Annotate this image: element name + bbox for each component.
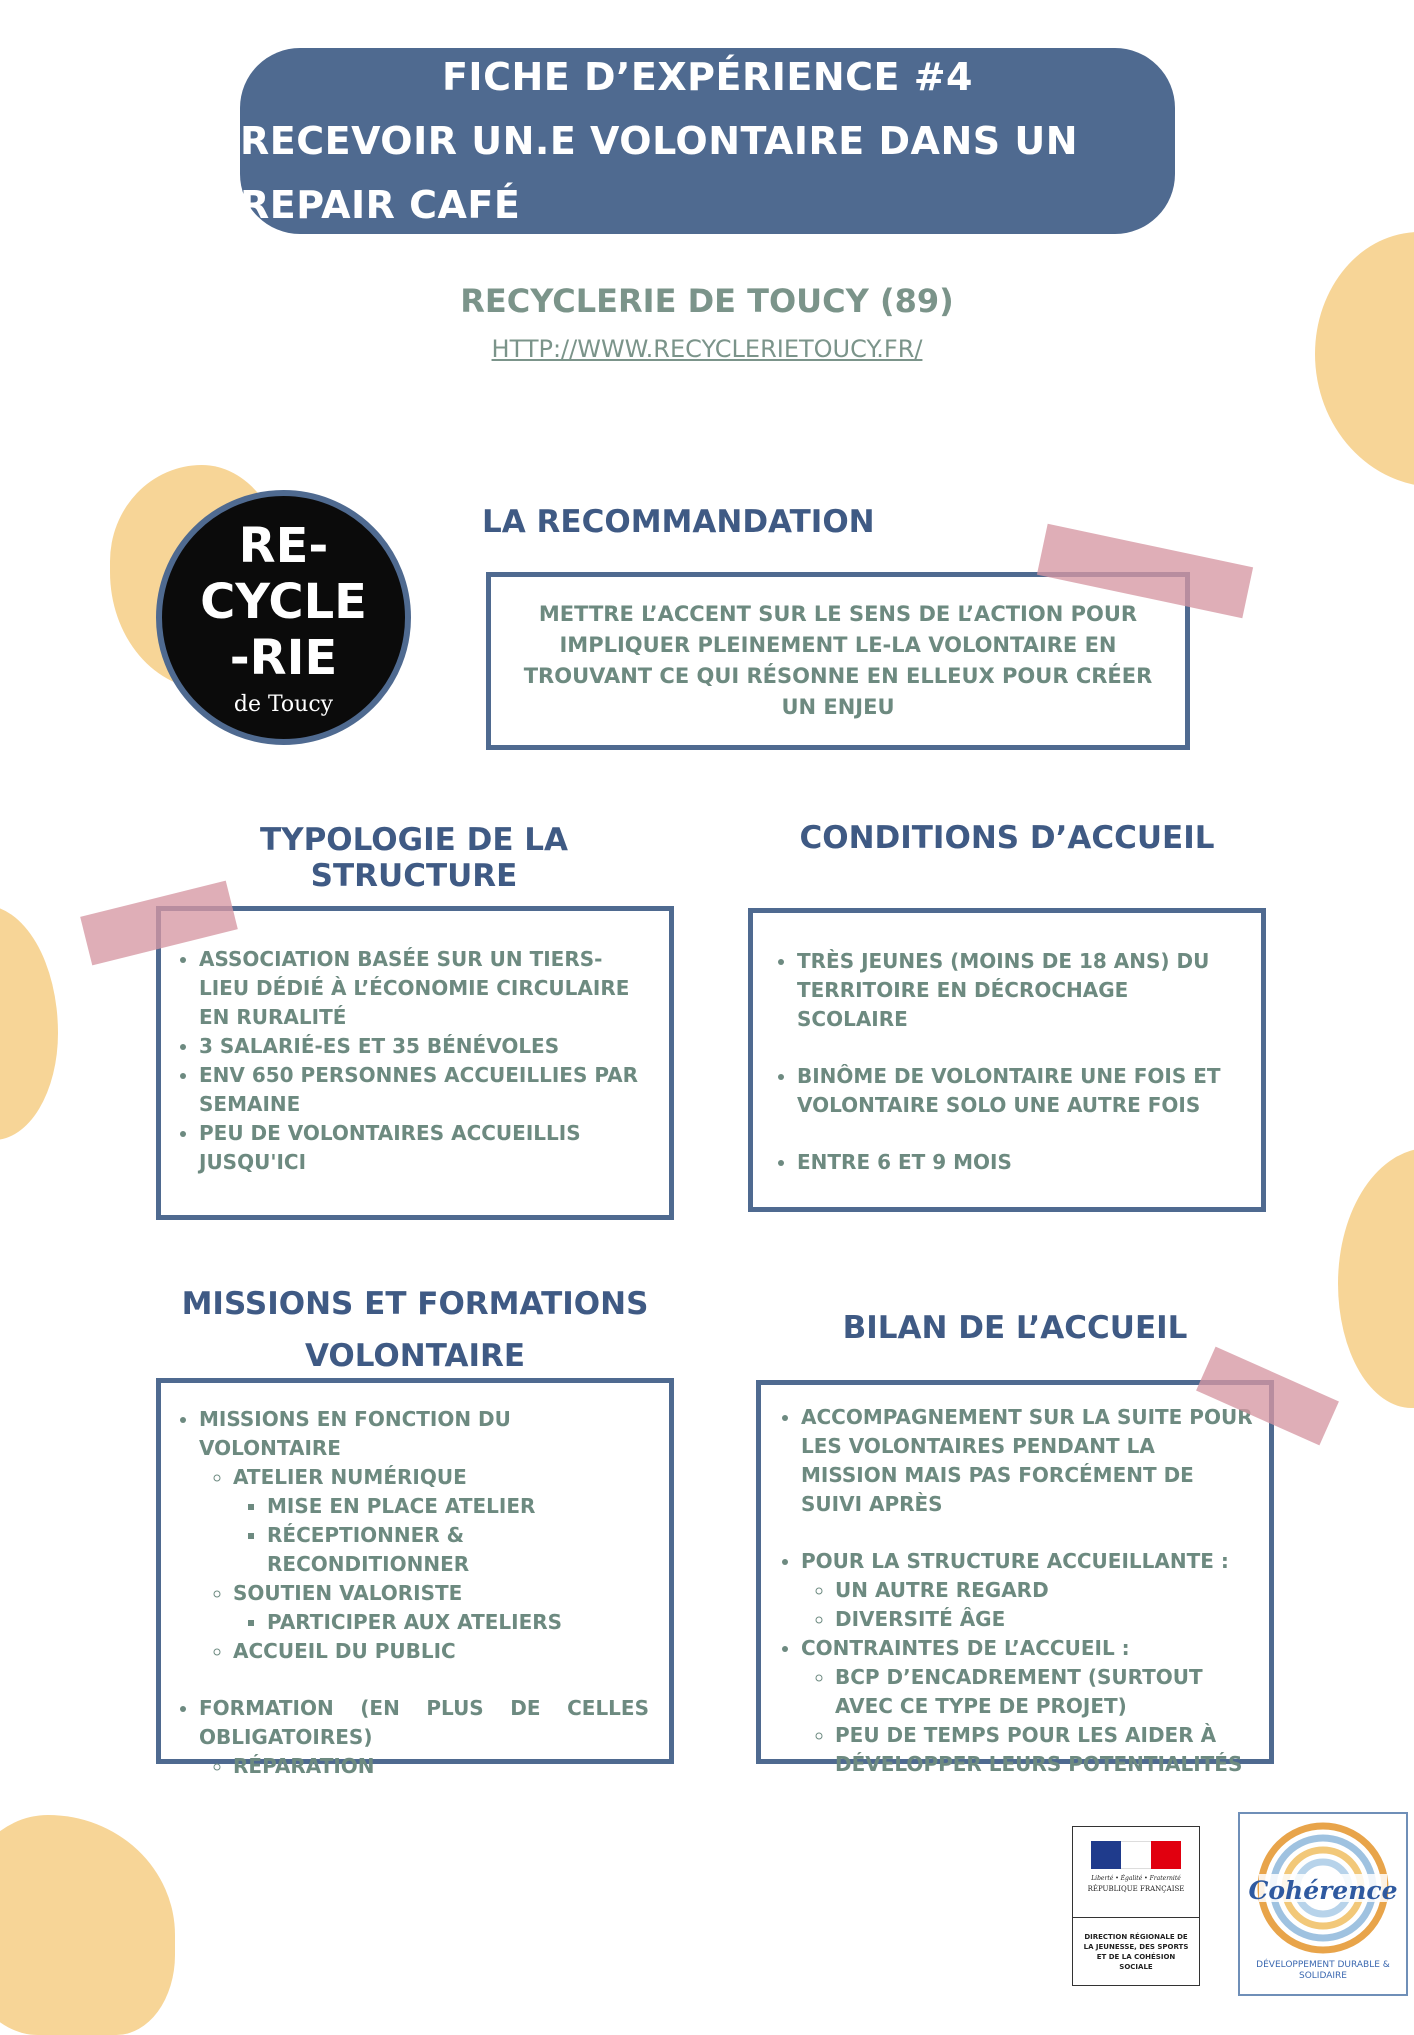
gov-motto: Liberté • Égalité • Fraternité bbox=[1091, 1875, 1181, 1882]
gov-department: DIRECTION RÉGIONALE DE LA JEUNESSE, DES SPORTS ET DE LA COHÉSION SOCIALE bbox=[1083, 1932, 1189, 1971]
organization-name: RECYCLERIE DE TOUCY (89) bbox=[460, 282, 954, 320]
missions-item-label: MISSIONS EN FONCTION DU VOLONTAIRE bbox=[199, 1407, 511, 1460]
list-item: • ACCOMPAGNEMENT SUR LA SUITE POUR LES VOLONTAIRES PENDANT LA MISSION MAIS PAS FORCÉMENT DE SUIVI APRÈS bbox=[801, 1403, 1255, 1519]
missions-list bbox=[171, 1405, 649, 1781]
coherence-name: Cohérence bbox=[1248, 1876, 1398, 1905]
missions-box bbox=[156, 1378, 674, 1778]
missions-sub-label: SOUTIEN VALORISTE bbox=[233, 1581, 463, 1605]
list-item: • ENV 650 PERSONNES ACCUEILLIES PAR SEMAINE bbox=[199, 1061, 641, 1119]
list-item bbox=[233, 1463, 649, 1579]
list-item: • ENTRE 6 ET 9 MOIS bbox=[797, 1148, 1233, 1177]
recommandation-box bbox=[486, 572, 1190, 750]
header-title-line1: FICHE D’EXPÉRIENCE #4 bbox=[441, 55, 974, 99]
list-item bbox=[199, 1694, 649, 1781]
recyclerie-logo bbox=[156, 490, 411, 745]
typologie-list bbox=[171, 945, 641, 1177]
list-item: • PEU DE VOLONTAIRES ACCUEILLIS JUSQU'ICI bbox=[199, 1119, 641, 1177]
list-item: • BINÔME DE VOLONTAIRE UNE FOIS ET VOLONTAIRE SOLO UNE AUTRE FOIS bbox=[797, 1062, 1233, 1120]
typologie-title: TYPOLOGIE DE LA STRUCTURE bbox=[259, 822, 569, 894]
list-item: ◦ ACCUEIL DU PUBLIC bbox=[233, 1637, 649, 1666]
coherence-subtitle: DÉVELOPPEMENT DURABLE & SOLIDAIRE bbox=[1256, 1960, 1390, 1981]
logo-subtitle: de Toucy bbox=[233, 692, 334, 717]
list-item: ◦ PEU DE TEMPS POUR LES AIDER À DÉVELOPPER LEURS POTENTIALITÉS bbox=[835, 1721, 1255, 1779]
bilan-list bbox=[773, 1403, 1255, 1779]
bilan-box bbox=[756, 1380, 1274, 1776]
list-item: ◦ BCP D’ENCADREMENT (SURTOUT AVEC CE TYPE DE PROJET) bbox=[835, 1663, 1255, 1721]
recommandation-title: LA RECOMMANDATION bbox=[482, 504, 875, 540]
missions-title-line2: VOLONTAIRE bbox=[304, 1338, 526, 1374]
bilan-item-label: POUR LA STRUCTURE ACCUEILLANTE : bbox=[801, 1549, 1229, 1573]
header-title-line2: RECEVOIR UN.E VOLONTAIRE DANS UN REPAIR CAFÉ bbox=[240, 119, 1079, 227]
list-item: • 3 SALARIÉ-ES ET 35 BÉNÉVOLES bbox=[199, 1032, 641, 1061]
missions-title-line1: MISSIONS ET FORMATIONS bbox=[181, 1286, 649, 1322]
logo-text-line1: RE- bbox=[238, 518, 329, 574]
gov-name: RÉPUBLIQUE FRANÇAISE bbox=[1087, 1885, 1185, 1893]
list-item bbox=[801, 1547, 1255, 1634]
conditions-box bbox=[748, 908, 1266, 1212]
list-item: ◦ RÉPARATION bbox=[233, 1752, 649, 1781]
list-item bbox=[199, 1405, 649, 1666]
missions-sub-label: ATELIER NUMÉRIQUE bbox=[233, 1465, 467, 1489]
list-item bbox=[233, 1579, 649, 1637]
french-flag-icon bbox=[1091, 1841, 1181, 1869]
list-item: • ASSOCIATION BASÉE SUR UN TIERS-LIEU DÉDIÉ À L’ÉCONOMIE CIRCULAIRE EN RURALITÉ bbox=[199, 945, 641, 1032]
page-header bbox=[240, 48, 1175, 234]
list-item: ▪ RÉCEPTIONNER & RECONDITIONNER bbox=[267, 1521, 649, 1579]
organization-url-link[interactable]: HTTP://WWW.RECYCLERIETOUCY.FR/ bbox=[491, 335, 923, 363]
decorative-blob-bottom-left bbox=[0, 1815, 175, 2035]
recommandation-text: METTRE L’ACCENT SUR LE SENS DE L’ACTION POUR IMPLIQUER PLEINEMENT LE-LA VOLONTAIRE EN TROUVANT CE QUI RÉSONNE EN ELLEUX POUR CRÉER UN ENJEU bbox=[523, 602, 1153, 719]
bilan-title: BILAN DE L’ACCUEIL bbox=[842, 1310, 1188, 1346]
typologie-box bbox=[156, 906, 674, 1220]
list-item: ◦ DIVERSITÉ ÂGE bbox=[835, 1605, 1255, 1634]
list-item bbox=[801, 1634, 1255, 1779]
conditions-list bbox=[769, 947, 1233, 1177]
logo-text-line3: -RIE bbox=[229, 630, 338, 686]
list-item: ◦ UN AUTRE REGARD bbox=[835, 1576, 1255, 1605]
list-item: ▪ PARTICIPER AUX ATELIERS bbox=[267, 1608, 649, 1637]
logo-text-line2: CYCLE bbox=[200, 574, 367, 630]
bilan-item-label: CONTRAINTES DE L’ACCUEIL : bbox=[801, 1636, 1130, 1660]
decorative-blob-left bbox=[0, 905, 58, 1140]
list-item: • TRÈS JEUNES (MOINS DE 18 ANS) DU TERRITOIRE EN DÉCROCHAGE SCOLAIRE bbox=[797, 947, 1233, 1034]
decorative-blob-right bbox=[1338, 1148, 1414, 1408]
missions-title bbox=[156, 1278, 674, 1382]
conditions-title: CONDITIONS D’ACCUEIL bbox=[799, 820, 1215, 856]
list-item: ▪ MISE EN PLACE ATELIER bbox=[267, 1492, 649, 1521]
republique-francaise-logo bbox=[1072, 1826, 1200, 1986]
coherence-logo bbox=[1238, 1812, 1408, 1996]
missions-item-label: • FORMATION (EN PLUS DE CELLES OBLIGATOIRES) bbox=[199, 1696, 649, 1749]
